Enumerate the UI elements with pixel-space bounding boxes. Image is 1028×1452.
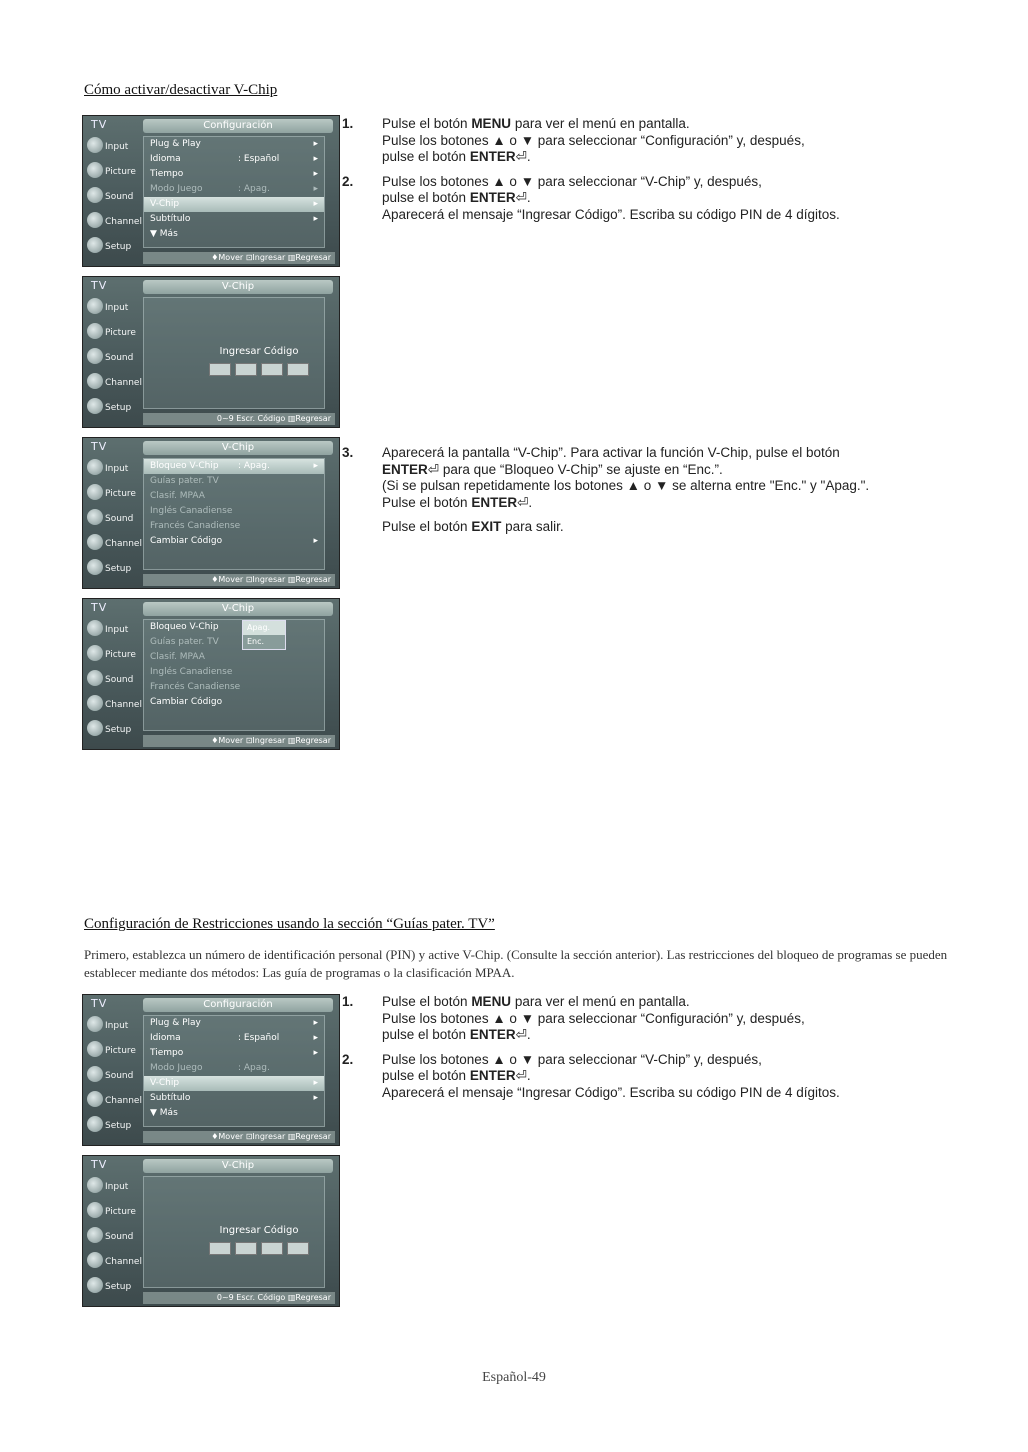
- steps-list: [342, 116, 962, 231]
- side-menu: [83, 456, 141, 572]
- side-item-picture: Picture: [83, 320, 141, 345]
- side-item-sound: Sound: [83, 1224, 141, 1249]
- picture-icon: [87, 1041, 103, 1057]
- channel-icon: [87, 1252, 103, 1268]
- screen-footer: 0~9 Escr. Código ▥Regresar: [143, 413, 335, 425]
- menu-item: ▼ Más: [150, 229, 178, 239]
- screen-footer: ♦Mover ⊡Ingresar ▥Regresar: [143, 574, 335, 586]
- side-item-channel: Channel: [83, 209, 141, 234]
- menu-title: V-Chip: [143, 1159, 333, 1173]
- code-digit: [209, 363, 231, 376]
- input-icon: [87, 137, 103, 153]
- sound-icon: [87, 670, 103, 686]
- picture-icon: [87, 323, 103, 339]
- menu-panel: [143, 297, 325, 409]
- menu-panel: [143, 1015, 325, 1127]
- setup-icon: [87, 237, 103, 253]
- tv-label: TV: [91, 118, 108, 131]
- step: Pulse el botón EXIT para salir.: [382, 519, 564, 534]
- menu-item: Tiempo ▸: [150, 1048, 318, 1058]
- menu-item: Clasif. MPAA: [150, 652, 205, 662]
- menu-item: Idioma : Español ▸: [150, 1033, 318, 1043]
- side-item-setup: Setup: [83, 395, 141, 420]
- side-item-channel: Channel: [83, 531, 141, 556]
- side-item-setup: Setup: [83, 234, 141, 259]
- menu-item: Inglés Canadiense: [150, 667, 233, 677]
- picture-icon: [87, 1202, 103, 1218]
- steps-list: [342, 445, 962, 544]
- menu-panel: [143, 1176, 325, 1288]
- menu-item: Modo Juego : Apag. ▸: [150, 184, 318, 194]
- channel-icon: [87, 1091, 103, 1107]
- menu-item: Plug & Play ▸: [150, 139, 318, 149]
- sound-icon: [87, 509, 103, 525]
- side-item-channel: Channel: [83, 1249, 141, 1274]
- step: 2. Pulse los botones ▲ o ▼ para seleccionar “V-Chip” y, después, pulse el botón ENTER⏎. Aparecerá el mensaje “Ingresar Código”. Escriba su código PIN de 4 dígitos.: [342, 173, 840, 222]
- menu-panel: [143, 136, 325, 248]
- side-item-input: Input: [83, 1174, 141, 1199]
- menu-item: Tiempo ▸: [150, 169, 318, 179]
- setup-icon: [87, 1116, 103, 1132]
- menu-item: Subtítulo ▸: [150, 214, 318, 224]
- section-title: Cómo activar/desactivar V-Chip: [84, 82, 278, 98]
- side-item-channel: Channel: [83, 692, 141, 717]
- input-icon: [87, 620, 103, 636]
- code-entry: [184, 346, 334, 376]
- side-item-input: Input: [83, 134, 141, 159]
- code-prompt: Ingresar Código: [219, 346, 299, 357]
- sound-icon: [87, 187, 103, 203]
- steps-list: [342, 994, 962, 1109]
- tv-screen-ingresar-codigo: [82, 276, 340, 428]
- input-icon: [87, 459, 103, 475]
- code-digit: [235, 363, 257, 376]
- side-menu: [83, 617, 141, 733]
- step: 3. Aparecerá la pantalla “V-Chip”. Para activar la función V-Chip, pulse el botón ENTER⏎ para que “Bloqueo V-Chip” se ajuste en “Enc.”. (Si se pulsan repetidamente los botones ▲ o ▼ se alterna entre "Enc." y "Apag.". Pulse el botón ENTER⏎.: [342, 445, 870, 510]
- dropdown-option-selected: Apag.: [243, 621, 285, 635]
- menu-item: Inglés Canadiense: [150, 506, 233, 516]
- menu-item: Bloqueo V-Chip: [150, 622, 219, 632]
- side-item-channel: Channel: [83, 370, 141, 395]
- tv-screen-vchip: [82, 437, 340, 589]
- tv-screen-configuracion: [82, 115, 340, 267]
- section-title: Configuración de Restricciones usando la sección “Guías pater. TV”: [84, 916, 495, 932]
- picture-icon: [87, 645, 103, 661]
- menu-title: Configuración: [143, 998, 333, 1012]
- side-item-input: Input: [83, 456, 141, 481]
- menu-item: Idioma : Español ▸: [150, 154, 318, 164]
- menu-panel: [143, 619, 325, 731]
- sound-icon: [87, 1227, 103, 1243]
- tv-screen-vchip-dropdown: [82, 598, 340, 750]
- side-item-picture: Picture: [83, 642, 141, 667]
- intro-paragraph: Primero, establezca un número de identificación personal (PIN) y active V-Chip. (Consulte la sección anterior). Las restricciones del bloqueo de programas se pueden establecer mediante dos métodos: Las guía de programas o la clasificación MPAA.: [84, 947, 948, 980]
- dropdown-option: Enc.: [247, 637, 265, 646]
- screen-footer: ♦Mover ⊡Ingresar ▥Regresar: [143, 1131, 335, 1143]
- side-item-sound: Sound: [83, 1063, 141, 1088]
- menu-item-selected: Bloqueo V-Chip : Apag. ▸: [144, 459, 324, 474]
- screen-footer: 0~9 Escr. Código ▥Regresar: [143, 1292, 335, 1304]
- code-entry: [184, 1225, 334, 1255]
- menu-title: V-Chip: [143, 441, 333, 455]
- menu-item: Plug & Play ▸: [150, 1018, 318, 1028]
- step: 1. Pulse el botón MENU para ver el menú en pantalla. Pulse los botones ▲ o ▼ para seleccionar “Configuración” y, después, pulse el botón ENTER⏎.: [342, 116, 805, 164]
- menu-item: ▼ Más: [150, 1108, 178, 1118]
- side-menu: [83, 134, 141, 250]
- side-item-sound: Sound: [83, 667, 141, 692]
- option-dropdown: [242, 620, 286, 650]
- menu-item: Clasif. MPAA: [150, 491, 205, 501]
- setup-icon: [87, 398, 103, 414]
- side-item-setup: Setup: [83, 717, 141, 742]
- code-digit: [287, 363, 309, 376]
- side-item-input: Input: [83, 617, 141, 642]
- menu-item: Francés Canadiense: [150, 682, 241, 692]
- side-menu: [83, 1013, 141, 1129]
- menu-item: Modo Juego : Apag.: [150, 1063, 270, 1073]
- picture-icon: [87, 162, 103, 178]
- screen-footer: ♦Mover ⊡Ingresar ▥Regresar: [143, 735, 335, 747]
- code-digit: [209, 1242, 231, 1255]
- side-item-sound: Sound: [83, 345, 141, 370]
- side-menu: [83, 295, 141, 411]
- tv-label: TV: [91, 279, 108, 292]
- input-icon: [87, 298, 103, 314]
- menu-item-selected: V-Chip ▸: [144, 1076, 324, 1091]
- tv-label: TV: [91, 601, 108, 614]
- side-item-setup: Setup: [83, 1113, 141, 1138]
- code-prompt: Ingresar Código: [219, 1225, 299, 1236]
- page-number: Español-49: [482, 1370, 546, 1385]
- picture-icon: [87, 484, 103, 500]
- side-item-picture: Picture: [83, 1038, 141, 1063]
- setup-icon: [87, 720, 103, 736]
- channel-icon: [87, 695, 103, 711]
- tv-label: TV: [91, 997, 108, 1010]
- code-digit: [261, 363, 283, 376]
- tv-label: TV: [91, 1158, 108, 1171]
- tv-screen-configuracion: [82, 994, 340, 1146]
- menu-item: Francés Canadiense: [150, 521, 241, 531]
- input-icon: [87, 1177, 103, 1193]
- menu-panel: [143, 458, 325, 570]
- side-item-input: Input: [83, 295, 141, 320]
- setup-icon: [87, 1277, 103, 1293]
- setup-icon: [87, 559, 103, 575]
- step: 1. Pulse el botón MENU para ver el menú en pantalla. Pulse los botones ▲ o ▼ para seleccionar “Configuración” y, después, pulse el botón ENTER⏎.: [342, 994, 805, 1042]
- code-digit: [287, 1242, 309, 1255]
- sound-icon: [87, 1066, 103, 1082]
- tv-label: TV: [91, 440, 108, 453]
- side-item-picture: Picture: [83, 159, 141, 184]
- code-digit: [261, 1242, 283, 1255]
- side-item-input: Input: [83, 1013, 141, 1038]
- channel-icon: [87, 212, 103, 228]
- menu-item: Subtítulo ▸: [150, 1093, 318, 1103]
- screen-footer: ♦Mover ⊡Ingresar ▥Regresar: [143, 252, 335, 264]
- menu-title: Configuración: [143, 119, 333, 133]
- side-item-sound: Sound: [83, 184, 141, 209]
- menu-item: Guías pater. TV: [150, 476, 219, 486]
- menu-item: Cambiar Código ▸: [150, 536, 318, 546]
- side-item-setup: Setup: [83, 556, 141, 581]
- tv-screen-ingresar-codigo: [82, 1155, 340, 1307]
- step: 2. Pulse los botones ▲ o ▼ para seleccionar “V-Chip” y, después, pulse el botón ENTER⏎. Aparecerá el mensaje “Ingresar Código”. Escriba su código PIN de 4 dígitos.: [342, 1051, 840, 1100]
- side-item-picture: Picture: [83, 1199, 141, 1224]
- menu-item-selected: V-Chip ▸: [144, 197, 324, 212]
- side-item-setup: Setup: [83, 1274, 141, 1299]
- menu-item: Cambiar Código: [150, 697, 223, 707]
- code-digit: [235, 1242, 257, 1255]
- side-item-picture: Picture: [83, 481, 141, 506]
- input-icon: [87, 1016, 103, 1032]
- menu-title: V-Chip: [143, 602, 333, 616]
- menu-item: Guías pater. TV: [150, 637, 219, 647]
- channel-icon: [87, 534, 103, 550]
- channel-icon: [87, 373, 103, 389]
- sound-icon: [87, 348, 103, 364]
- side-item-channel: Channel: [83, 1088, 141, 1113]
- menu-title: V-Chip: [143, 280, 333, 294]
- side-item-sound: Sound: [83, 506, 141, 531]
- side-menu: [83, 1174, 141, 1290]
